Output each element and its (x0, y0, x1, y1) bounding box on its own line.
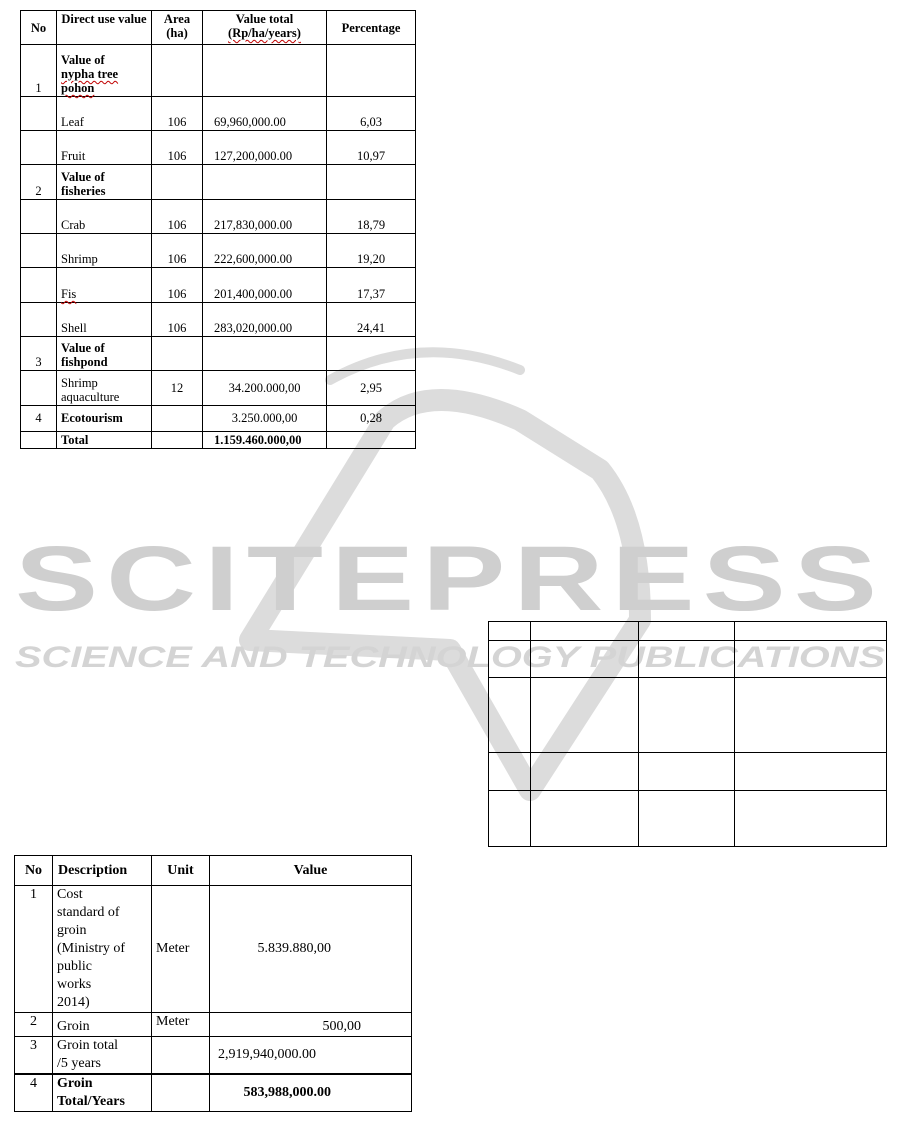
item-value: 217,830,000.00 (203, 200, 327, 234)
col-header-unit: Unit (152, 856, 210, 886)
row-no: 3 (15, 1037, 53, 1075)
row-value: 583,988,000.00 (210, 1074, 412, 1112)
table-row (21, 406, 416, 432)
item-percentage: 10,97 (327, 131, 416, 165)
row-no: 4 (15, 1074, 53, 1112)
table-row (489, 678, 887, 753)
item-name: Fruit (57, 131, 152, 165)
cell-empty (152, 432, 203, 449)
item-value: 201,400,000.00 (203, 268, 327, 303)
col-header-value-total (203, 11, 327, 45)
cell-empty (639, 678, 735, 753)
cell-empty (639, 791, 735, 847)
table-row (489, 622, 887, 641)
cell-empty (531, 678, 639, 753)
cell-empty (735, 791, 887, 847)
description-line: Total/Years (57, 1094, 125, 1109)
cell-empty (639, 622, 735, 641)
table-row (21, 234, 416, 268)
cell-empty (203, 337, 327, 371)
item-percentage: 18,79 (327, 200, 416, 234)
cell-empty (735, 753, 887, 791)
cell-empty (21, 303, 57, 337)
table-header-row (15, 856, 412, 886)
row-no: 3 (21, 337, 57, 371)
group-label-line: fisheries (61, 184, 106, 198)
group-label-line: Value of (61, 170, 105, 184)
table-row (15, 886, 412, 1013)
row-no: 2 (15, 1013, 53, 1037)
cell-empty (21, 234, 57, 268)
cell-empty (327, 432, 416, 449)
cell-empty (21, 268, 57, 303)
item-area: 12 (152, 371, 203, 406)
description-line: /5 years (57, 1056, 101, 1071)
item-name-line: aquaculture (61, 390, 120, 404)
col-header-percentage: Percentage (327, 11, 416, 45)
row-description (53, 1037, 152, 1075)
description-line: works (57, 977, 92, 992)
col-header-value: Value (210, 856, 412, 886)
cell-empty (152, 406, 203, 432)
row-no: 1 (15, 886, 53, 1013)
cell-empty (21, 371, 57, 406)
cell-empty (735, 678, 887, 753)
item-percentage: 2,95 (327, 371, 416, 406)
col-header-no: No (21, 11, 57, 45)
table-row (489, 791, 887, 847)
table-row (21, 268, 416, 303)
item-area: 106 (152, 303, 203, 337)
value-total-label: Value total (235, 12, 294, 26)
total-value: 1.159.460.000,00 (203, 432, 327, 449)
item-name: Ecotourism (57, 406, 152, 432)
item-value: 222,600,000.00 (203, 234, 327, 268)
table-row (21, 432, 416, 449)
row-description (53, 886, 152, 1013)
table-row (15, 1074, 412, 1112)
cell-empty (735, 622, 887, 641)
table-header-row (21, 11, 416, 45)
row-unit (152, 1074, 210, 1112)
item-percentage: 6,03 (327, 97, 416, 131)
group-label (57, 45, 152, 97)
table-row (21, 165, 416, 200)
cell-empty (152, 45, 203, 97)
description-line: 2014) (57, 995, 90, 1010)
table-row (21, 303, 416, 337)
description-line: public (57, 959, 92, 974)
cell-empty (639, 641, 735, 678)
group-label-line: fishpond (61, 355, 108, 369)
description-line: (Ministry of (57, 941, 126, 956)
cell-empty (531, 641, 639, 678)
row-no: 2 (21, 165, 57, 200)
watermark-tagline: SCIENCE AND TECHNOLOGY PUBLICATIONS (15, 641, 885, 674)
cell-empty (489, 791, 531, 847)
cell-empty (327, 45, 416, 97)
cell-empty (21, 432, 57, 449)
item-area: 106 (152, 131, 203, 165)
item-percentage: 19,20 (327, 234, 416, 268)
item-area: 106 (152, 268, 203, 303)
description-line: standard of (57, 905, 120, 920)
row-no: 4 (21, 406, 57, 432)
cell-empty (531, 753, 639, 791)
groin-cost-table (14, 855, 412, 1112)
item-name: Fis (57, 268, 152, 303)
group-label-line: nypha tree (61, 67, 119, 81)
item-area: 106 (152, 97, 203, 131)
cell-empty (327, 337, 416, 371)
cell-empty (531, 622, 639, 641)
description-line: Groin total (57, 1038, 119, 1053)
empty-grid-table (488, 621, 887, 847)
cell-empty (152, 337, 203, 371)
cell-empty (489, 753, 531, 791)
cell-empty (21, 131, 57, 165)
item-name: Crab (57, 200, 152, 234)
item-name: Shrimp (57, 234, 152, 268)
cell-empty (639, 753, 735, 791)
watermark-brand: SCITEPRESS (15, 528, 885, 630)
col-header-description: Description (53, 856, 152, 886)
item-name-line: Shrimp (61, 376, 98, 390)
cell-empty (489, 641, 531, 678)
col-header-no: No (15, 856, 53, 886)
table-row (21, 200, 416, 234)
item-name: Shell (57, 303, 152, 337)
row-description (53, 1074, 152, 1112)
col-header-area: Area (ha) (152, 11, 203, 45)
row-unit (152, 1037, 210, 1075)
cell-empty (489, 678, 531, 753)
cell-empty (735, 641, 887, 678)
item-name (57, 371, 152, 406)
cell-empty (21, 200, 57, 234)
cell-empty (21, 97, 57, 131)
item-percentage: 24,41 (327, 303, 416, 337)
item-name: Leaf (57, 97, 152, 131)
table-row (21, 131, 416, 165)
item-area: 106 (152, 200, 203, 234)
description-line: Cost (57, 887, 83, 902)
table-row (15, 1013, 412, 1037)
description-line: Groin (57, 1076, 93, 1091)
value-total-unit: (Rp/ha/years) (228, 26, 301, 40)
item-value: 127,200,000.00 (203, 131, 327, 165)
row-unit: Meter (152, 886, 210, 1013)
table-row (15, 1037, 412, 1075)
item-value: 69,960,000.00 (203, 97, 327, 131)
cell-empty (531, 791, 639, 847)
group-label-line: Value of (61, 53, 105, 67)
col-header-direct-use-value: Direct use value (57, 11, 152, 45)
group-label-line: pohon (61, 81, 95, 95)
row-value: 2,919,940,000.00 (210, 1037, 412, 1075)
group-label (57, 337, 152, 371)
item-value: 283,020,000.00 (203, 303, 327, 337)
cell-empty (203, 45, 327, 97)
row-value: 5.839.880,00 (210, 886, 412, 1013)
table-row (21, 371, 416, 406)
total-label: Total (57, 432, 152, 449)
item-value: 3.250.000,00 (203, 406, 327, 432)
cell-empty (203, 165, 327, 200)
cell-empty (327, 165, 416, 200)
item-area: 106 (152, 234, 203, 268)
group-label (57, 165, 152, 200)
description-line: groin (57, 923, 87, 938)
table-row (21, 97, 416, 131)
table-row (489, 753, 887, 791)
direct-use-value-table (20, 10, 416, 449)
cell-empty (489, 622, 531, 641)
row-unit: Meter (152, 1013, 210, 1037)
item-value: 34.200.000,00 (203, 371, 327, 406)
cell-empty (152, 165, 203, 200)
table-row (21, 45, 416, 97)
row-description: Groin (53, 1013, 152, 1037)
group-label-line: Value of (61, 341, 105, 355)
table-row (21, 337, 416, 371)
table-row (489, 641, 887, 678)
row-no: 1 (21, 45, 57, 97)
item-percentage: 0,28 (327, 406, 416, 432)
row-value: 500,00 (210, 1013, 412, 1037)
item-percentage: 17,37 (327, 268, 416, 303)
